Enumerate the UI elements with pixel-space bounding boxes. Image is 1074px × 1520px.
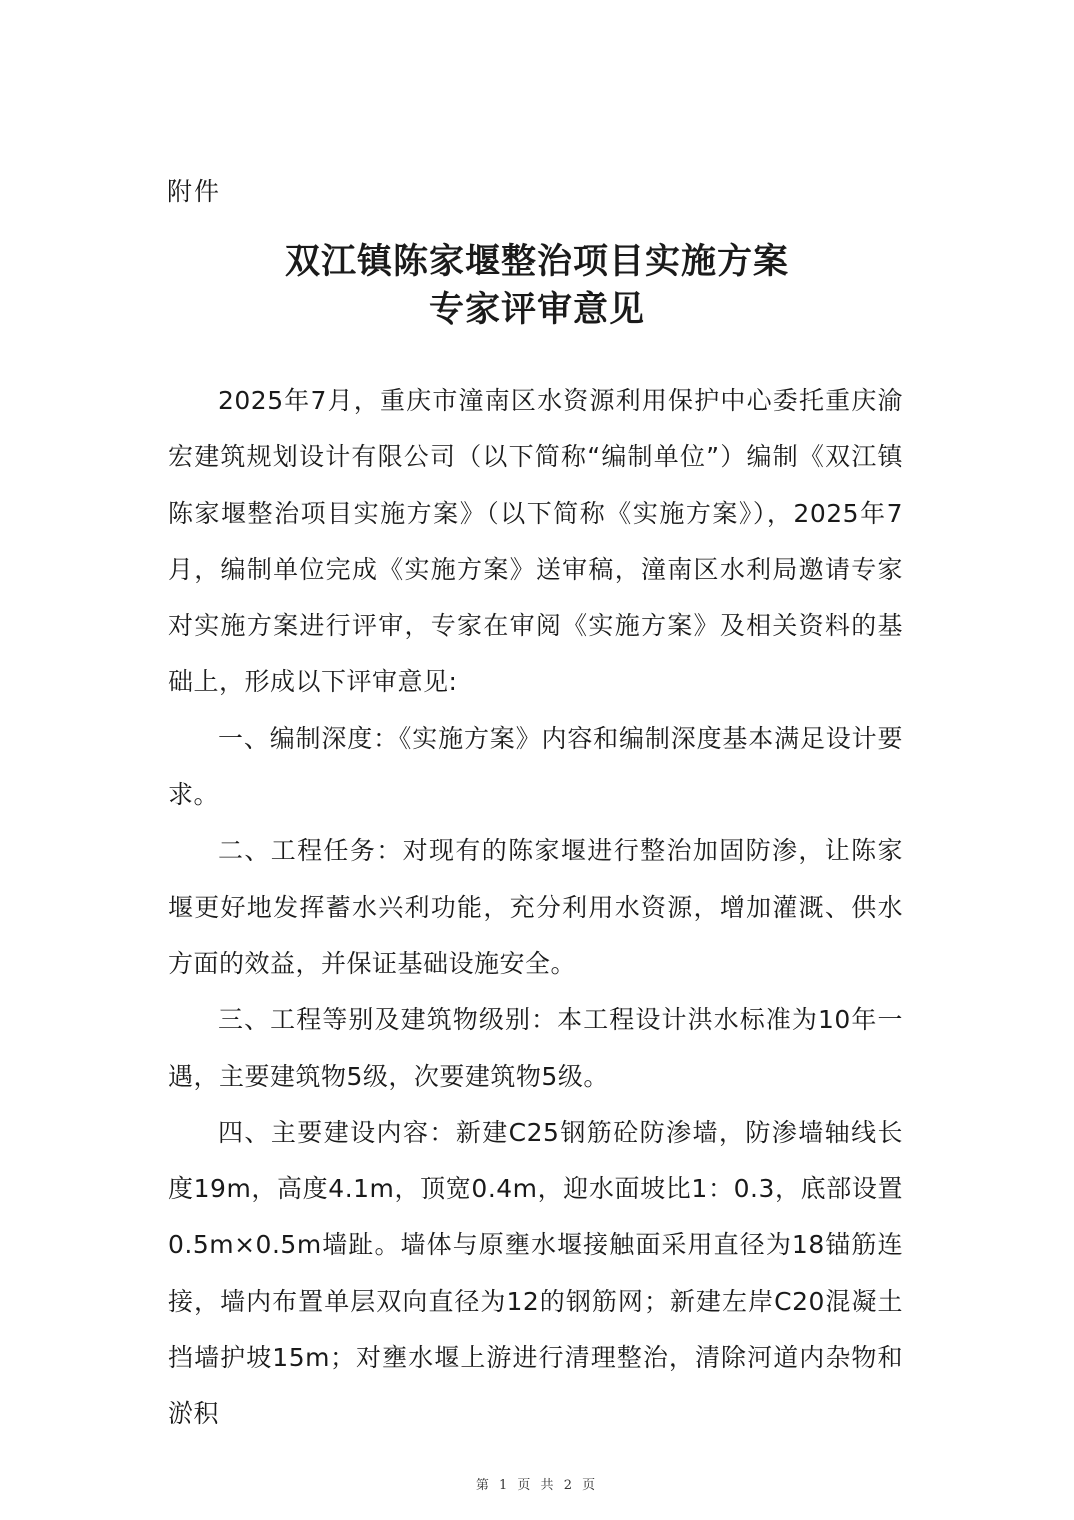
paragraph-depth: 一、编制深度：《实施方案》内容和编制深度基本满足设计要求。 — [168, 723, 903, 810]
document-body — [168, 373, 903, 1443]
document-title-line-1: 双江镇陈家堰整治项目实施方案 — [284, 241, 789, 282]
paragraph-grade: 三、工程等别及建筑物级别：本工程设计洪水标准为10年一遇，主要建筑物5级，次要建筑物5级。 — [168, 1005, 903, 1091]
attachment-label: 附件 — [167, 177, 222, 206]
paragraph-intro: 2025年7月，重庆市潼南区水资源利用保护中心委托重庆渝宏建筑规划设计有限公司（以下简称“编制单位”）编制《双江镇陈家堰整治项目实施方案》（以下简称《实施方案》），2025年7月，编制单位完成《实施方案》送审稿，潼南区水利局邀请专家对实施方案进行评审，专家在审阅《实施方案》及相关资料的基础上，形成以下评审意见: — [168, 386, 903, 697]
paragraph-construction: 四、主要建设内容：新建C25钢筋砼防渗墙，防渗墙轴线长度19m，高度4.1m，顶宽0.4m，迎水面坡比1：0.3，底部设置0.5m×0.5m墙趾。墙体与原壅水堰接触面采用直径为18锚筋连接，墙内布置单层双向直径为12的钢筋网；新建左岸C20混凝土挡墙护坡15m；对壅水堰上游进行清理整治，清除河道内杂物和淤积 — [168, 1117, 903, 1429]
page-number-footer: 第 1 页 共 2 页 — [475, 1478, 599, 1493]
document-title-line-2: 专家评审意见 — [428, 289, 645, 330]
paragraph-task: 二、工程任务：对现有的陈家堰进行整治加固防渗，让陈家堰更好地发挥蓄水兴利功能，充分利用水资源，增加灌溉、供水方面的效益，并保证基础设施安全。 — [168, 836, 903, 978]
